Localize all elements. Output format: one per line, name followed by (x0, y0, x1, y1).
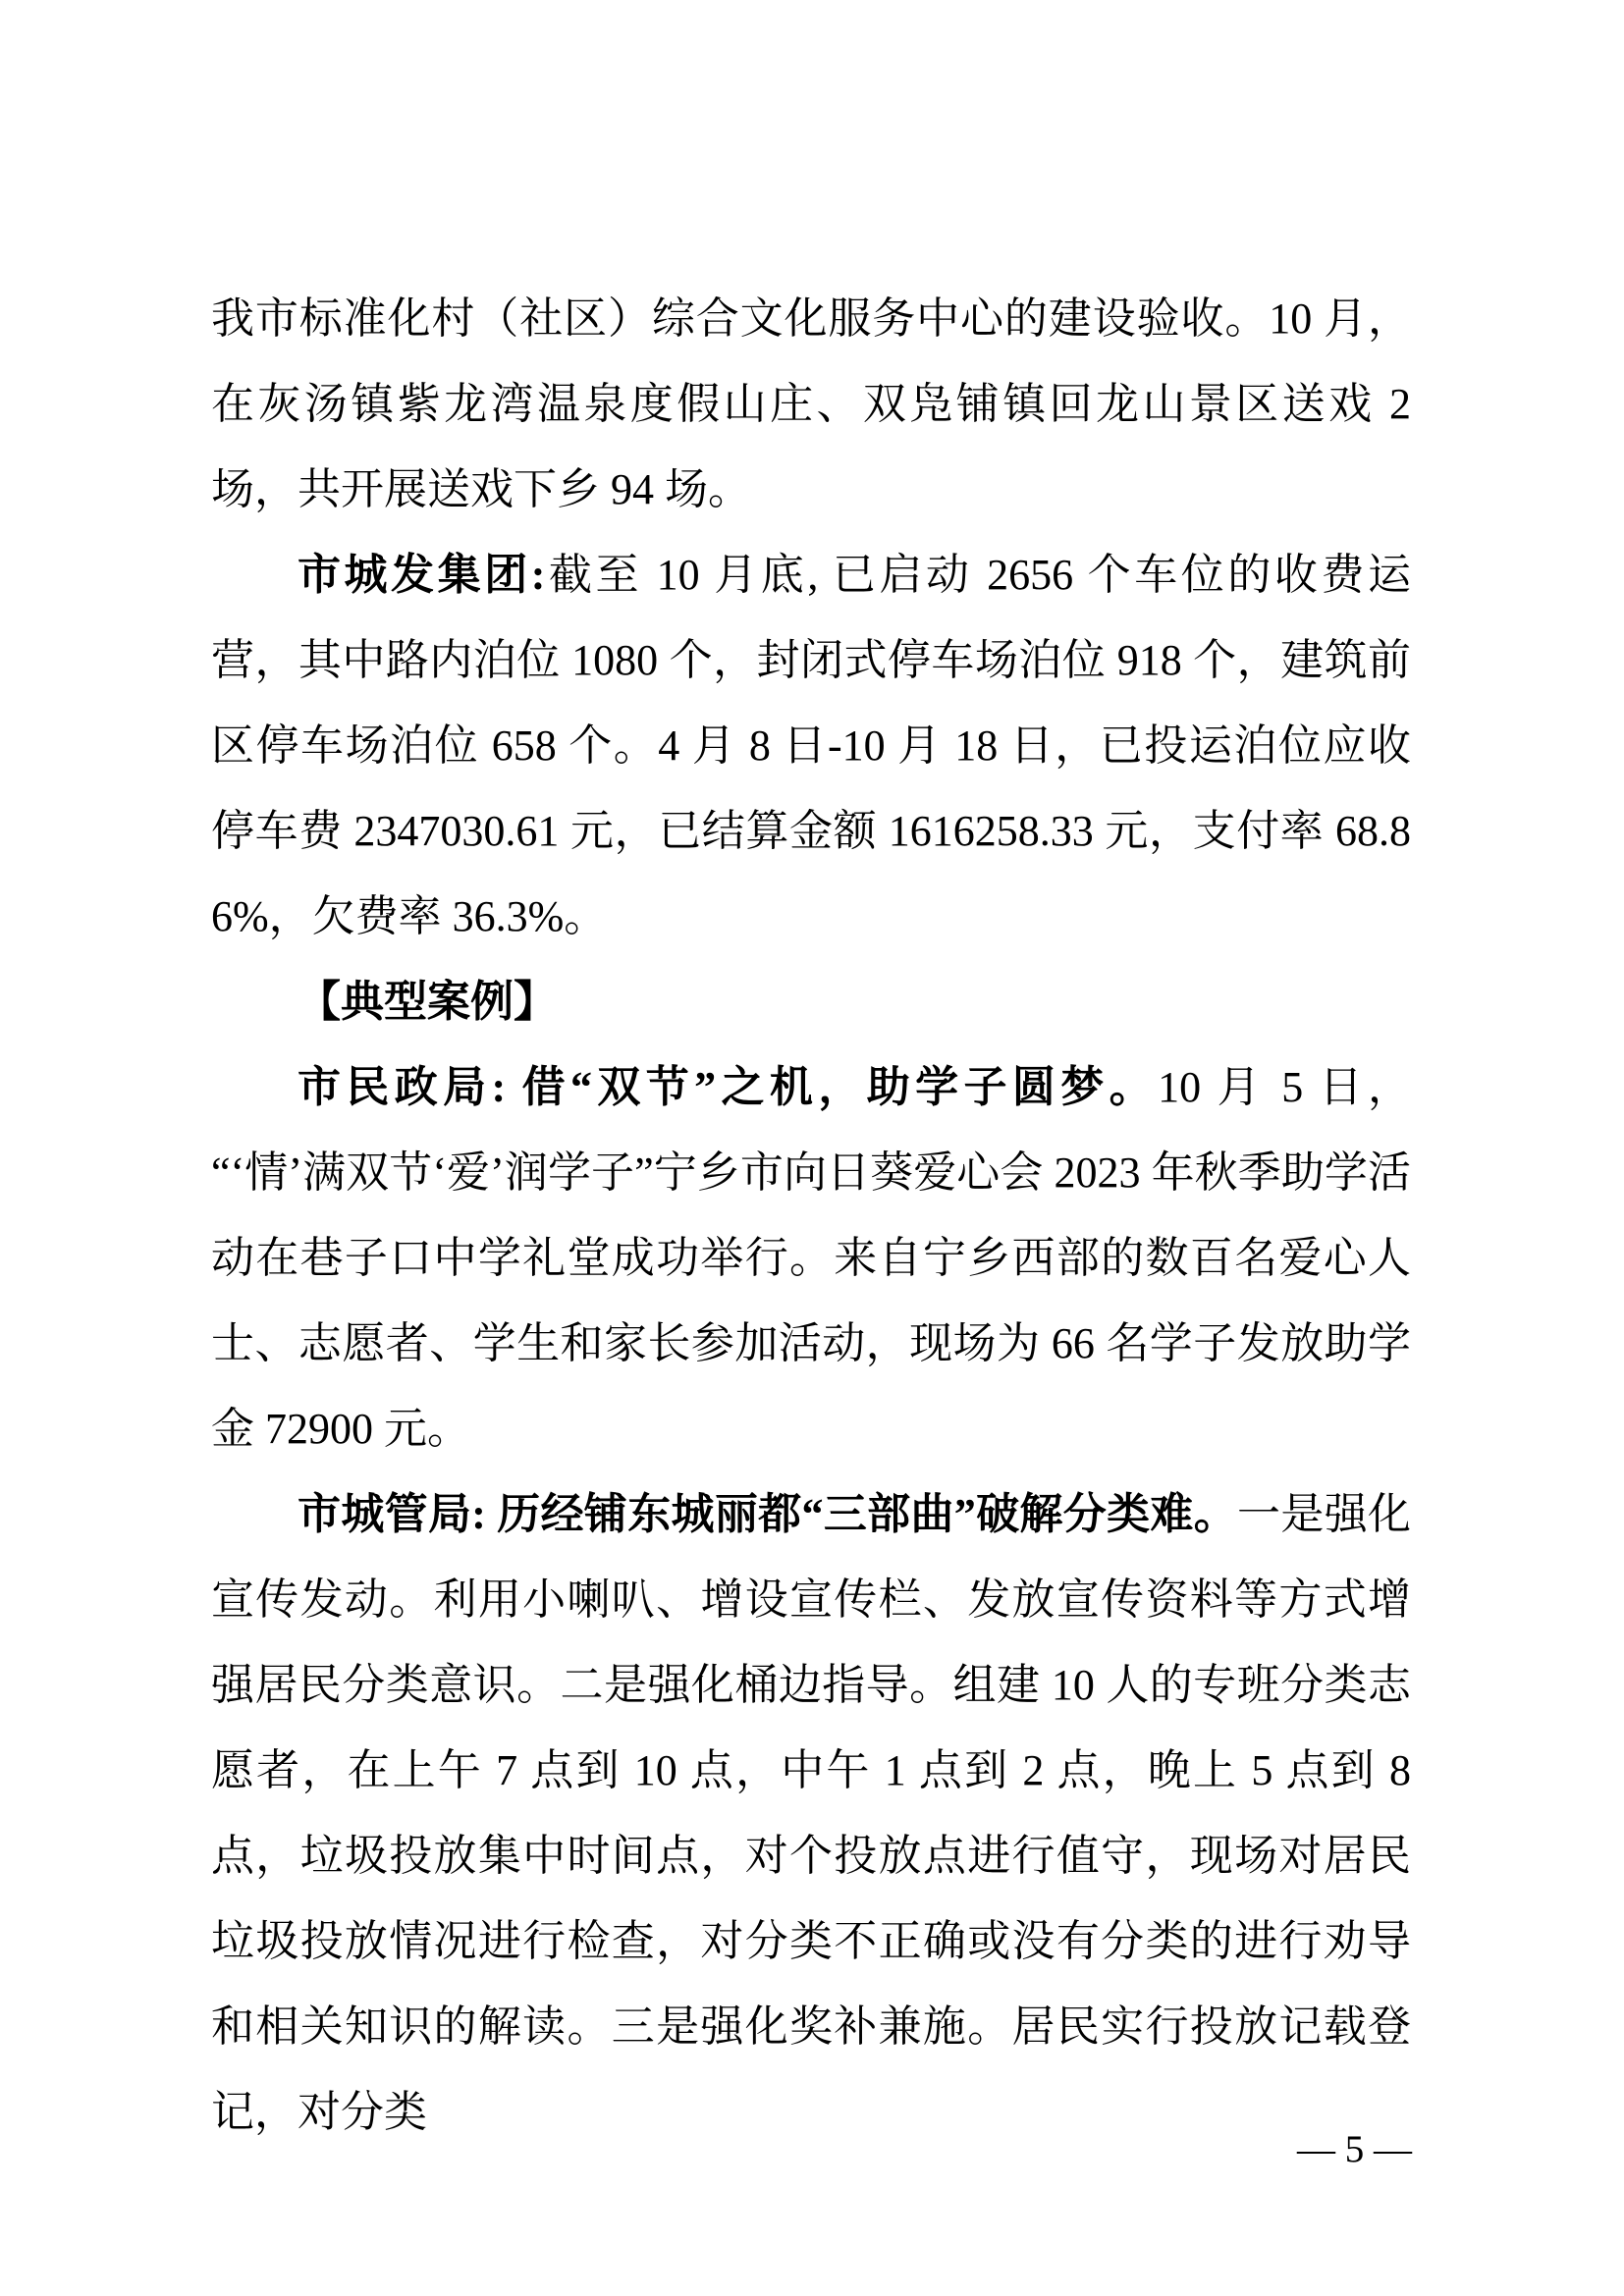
paragraph-text: 一是强化宣传发动。利用小喇叭、增设宣传栏、发放宣传资料等方式增强居民分类意识。二是强化桶边指导。组建 10 人的专班分类志愿者，在上午 7 点到 10 点，中午 1 点到 2 点，晚上 5 点到 8 点，垃圾投放集中时间点，对个投放点进行值守，现场对居民垃圾投放情况进行检查，对分类不正确或没有分类的进行劝导和相关知识的解读。三是强化奖补兼施。居民实行投放记载登记，对分类 (211, 1490, 1412, 2136)
paragraph-text: 我市标准化村（社区）综合文化服务中心的建设验收。10 月，在灰汤镇紫龙湾温泉度假山庄、双凫铺镇回龙山景区送戏 2 场，共开展送戏下乡 94 场。 (211, 294, 1411, 513)
paragraph-lead-bold: 市民政局: 借“双节”之机，助学子圆梦。 (298, 1063, 1159, 1111)
paragraph-culture-services-continuation (211, 276, 1411, 532)
page-number: — 5 — (1297, 2128, 1412, 2170)
document-body (211, 276, 1411, 2155)
paragraph-text: 10 月 5 日，“‘情’满双节‘爱’润学子”宁乡市向日葵爱心会 2023 年秋季助学活动在巷子口中学礼堂成功举行。来自宁乡西部的数百名爱心人士、志愿者、学生和家长参加活动，现场为 66 名学子发放助学金 72900 元。 (211, 1063, 1412, 1453)
paragraph-lead-bold: 市城发集团: (298, 551, 546, 599)
paragraph-text: 截至 10 月底, 已启动 2656 个车位的收费运营，其中路内泊位 1080 个，封闭式停车场泊位 918 个，建筑前区停车场泊位 658 个。4 月 8 日-10 月 18 日，已投运泊位应收停车费 2347030.61 元，已结算金额 1616258.33 元，支付率 68.86%，欠费率 36.3%。 (211, 551, 1412, 940)
heading-typical-cases (211, 959, 1411, 1044)
paragraph-civil-affairs-bureau (211, 1044, 1411, 1471)
heading-text-bold: 【典型案例】 (298, 978, 557, 1026)
paragraph-city-development-group (211, 532, 1411, 959)
paragraph-urban-management-bureau (211, 1471, 1411, 2155)
paragraph-lead-bold: 市城管局: 历经铺东城丽都“三部曲”破解分类难。 (298, 1490, 1238, 1538)
